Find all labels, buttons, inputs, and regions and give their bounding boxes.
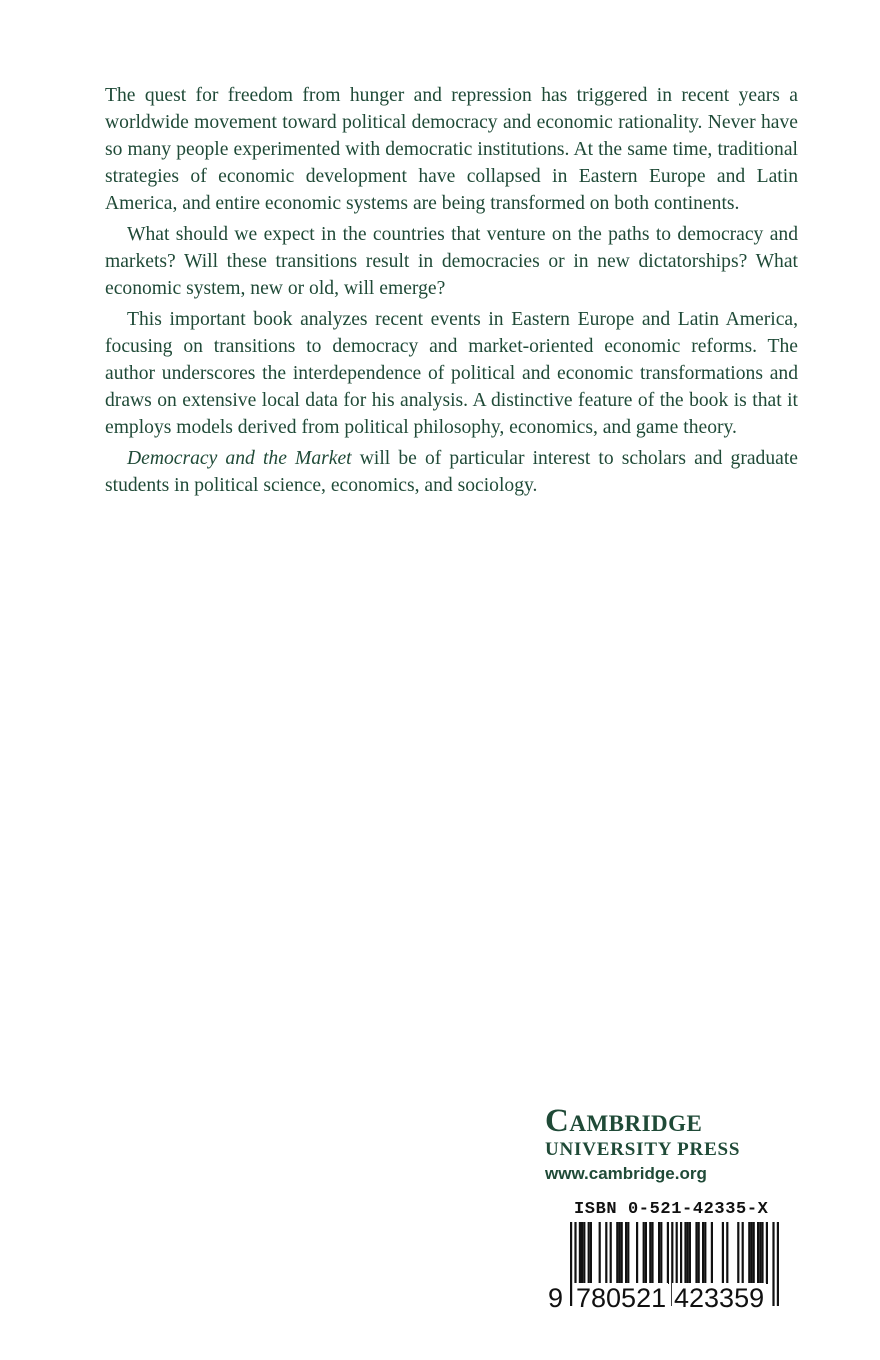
barcode-bar [616, 1222, 618, 1284]
barcode-bar [658, 1222, 660, 1284]
barcode-bar [687, 1222, 689, 1284]
barcode-bar [599, 1222, 601, 1284]
barcode-bar [627, 1222, 629, 1284]
barcode-bar [610, 1222, 612, 1284]
barcode-bar [753, 1222, 755, 1284]
barcode-digit-group-1: 780521 [576, 1283, 667, 1313]
blurb-paragraph-2: What should we expect in the countries that venture on the paths to democracy and markets? Will these transitions result in democracies or in new dictatorships? What economic system, new or old, will emerge? [105, 224, 798, 299]
barcode-bar [711, 1222, 713, 1284]
barcode-bar [726, 1222, 728, 1284]
barcode-bar [704, 1222, 706, 1284]
book-title-italic: Democracy and the Market [127, 448, 352, 469]
barcode-bar [680, 1222, 682, 1284]
barcode-digit-group-2: 423359 [674, 1283, 765, 1313]
barcode-bar [667, 1222, 669, 1284]
barcode-bar [583, 1222, 585, 1284]
publisher-name: Cambridge [545, 1103, 703, 1139]
publisher-imprint [545, 1103, 785, 1187]
barcode-bar [702, 1222, 704, 1284]
barcode-bar [651, 1222, 653, 1284]
blurb-paragraph-4-rest: will be of particular interest to scholars and graduate students in political science, economics, and sociology. [105, 448, 798, 496]
barcode-bar [737, 1222, 739, 1284]
barcode-bar [684, 1222, 686, 1284]
barcode-bar [581, 1222, 583, 1284]
barcode-bar [748, 1222, 750, 1284]
publisher-url: www.cambridge.org [545, 1164, 707, 1183]
barcode-bar [777, 1222, 779, 1306]
back-cover-blurb [105, 82, 798, 503]
barcode-lead-digit: 9 [548, 1283, 564, 1313]
barcode-bar [618, 1222, 620, 1284]
publisher-subtitle: UNIVERSITY PRESS [545, 1139, 741, 1160]
barcode-bar [742, 1222, 744, 1284]
barcode-bar [689, 1222, 691, 1284]
blurb-paragraph-1: The quest for freedom from hunger and repression has triggered in recent years a worldwide movement toward political democracy and economic rationality. Never have so many people experimented with democratic institutions. At the same time, traditional strategies of economic development have collapsed in Eastern Europe and Latin America, and entire economic systems are being transformed on both continents. [105, 85, 798, 214]
barcode-bar [698, 1222, 700, 1284]
barcode-bar [695, 1222, 697, 1284]
barcode-bar [757, 1222, 759, 1284]
blurb-paragraph-3: This important book analyzes recent events in Eastern Europe and Latin America, focusing on transitions to democracy and market-oriented economic reforms. The author underscores the interdependence of political and economic transformations and draws on extensive local data for his analysis. A distinctive feature of the book is that it employs models derived from political philosophy, economics, and game theory. [105, 309, 798, 438]
barcode-bar [649, 1222, 651, 1284]
barcode-bar [761, 1222, 763, 1284]
barcode-bar [643, 1222, 645, 1284]
barcode-bar [772, 1222, 774, 1306]
isbn-label: ISBN 0-521-42335-X [574, 1200, 769, 1219]
barcode-bar [750, 1222, 752, 1284]
barcode-bar [590, 1222, 592, 1284]
barcode-bar [645, 1222, 647, 1284]
barcode-bar [759, 1222, 761, 1284]
barcode-bar [660, 1222, 662, 1284]
barcode-bar [570, 1222, 572, 1306]
barcode-bar [636, 1222, 638, 1284]
barcode-bar [766, 1222, 768, 1284]
barcode-bar [621, 1222, 623, 1284]
barcode-bar [588, 1222, 590, 1284]
blurb-paragraph-4 [105, 445, 798, 499]
barcode-bar [625, 1222, 627, 1284]
barcode-bar [605, 1222, 607, 1284]
barcode-bar [579, 1222, 581, 1284]
barcode-bar [722, 1222, 724, 1284]
